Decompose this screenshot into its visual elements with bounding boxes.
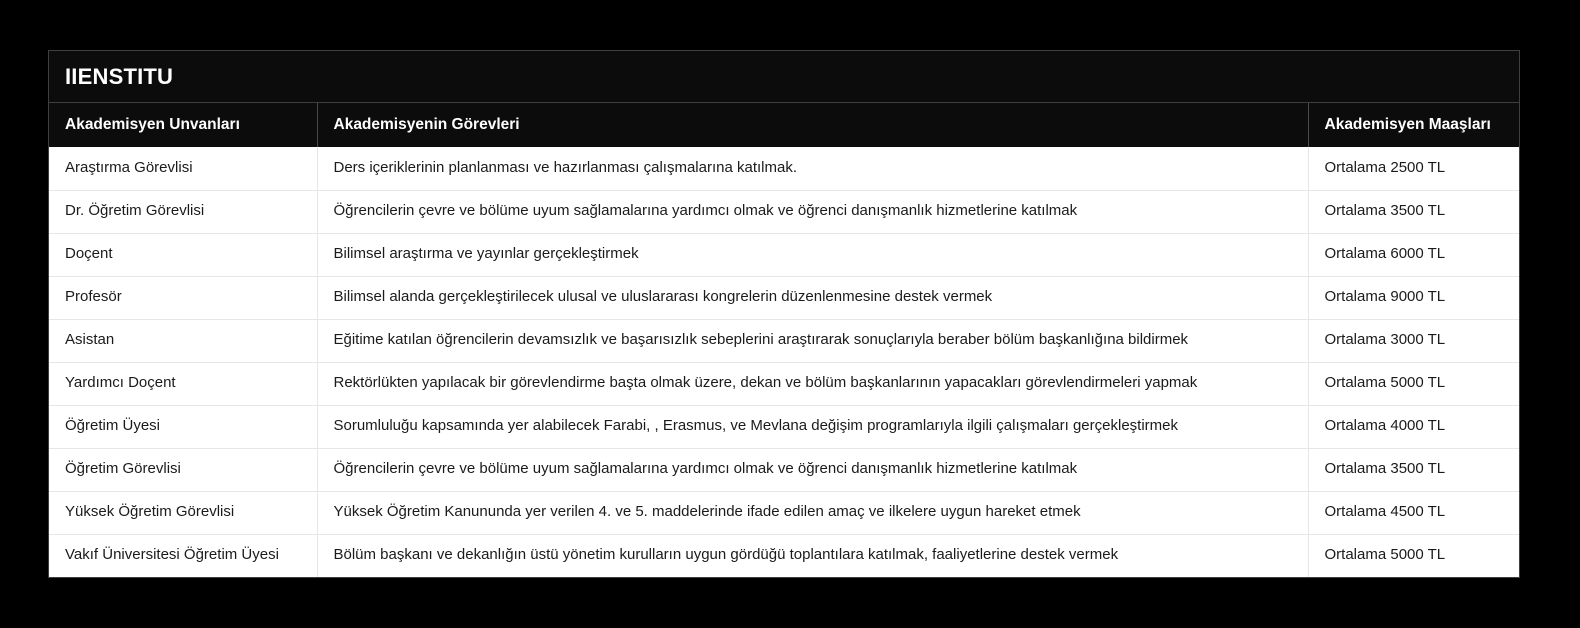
cell-title: Vakıf Üniversitesi Öğretim Üyesi xyxy=(49,534,317,577)
column-header-akademisyen-unvanlari: Akademisyen Unvanları xyxy=(49,103,317,147)
cell-salary: Ortalama 3500 TL xyxy=(1308,190,1519,233)
table-card xyxy=(48,50,1520,578)
cell-salary: Ortalama 5000 TL xyxy=(1308,534,1519,577)
cell-duty: Sorumluluğu kapsamında yer alabilecek Farabi, , Erasmus, ve Mevlana değişim programlarıyla ilgili çalışmaları gerçekleştirmek xyxy=(317,405,1308,448)
cell-title: Yüksek Öğretim Görevlisi xyxy=(49,491,317,534)
table-row xyxy=(49,147,1519,190)
cell-duty: Bilimsel araştırma ve yayınlar gerçekleştirmek xyxy=(317,233,1308,276)
academic-roles-table xyxy=(49,103,1519,577)
table-row xyxy=(49,233,1519,276)
cell-duty: Öğrencilerin çevre ve bölüme uyum sağlamalarına yardımcı olmak ve öğrenci danışmanlık hizmetlerine katılmak xyxy=(317,190,1308,233)
table-row xyxy=(49,448,1519,491)
brand-title: IIENSTITU xyxy=(65,63,174,89)
table-header xyxy=(49,103,1519,147)
cell-duty: Yüksek Öğretim Kanununda yer verilen 4. ve 5. maddelerinde ifade edilen amaç ve ilkelere uygun hareket etmek xyxy=(317,491,1308,534)
cell-title: Doçent xyxy=(49,233,317,276)
cell-salary: Ortalama 2500 TL xyxy=(1308,147,1519,190)
table-header-row xyxy=(49,103,1519,147)
cell-title: Öğretim Üyesi xyxy=(49,405,317,448)
cell-salary: Ortalama 4000 TL xyxy=(1308,405,1519,448)
cell-salary: Ortalama 5000 TL xyxy=(1308,362,1519,405)
table-row xyxy=(49,362,1519,405)
table-row xyxy=(49,276,1519,319)
cell-duty: Eğitime katılan öğrencilerin devamsızlık ve başarısızlık sebeplerini araştırarak sonuçlarıyla beraber bölüm başkanlığına bildirmek xyxy=(317,319,1308,362)
cell-title: Öğretim Görevlisi xyxy=(49,448,317,491)
table-row xyxy=(49,534,1519,577)
cell-title: Profesör xyxy=(49,276,317,319)
table-row xyxy=(49,491,1519,534)
cell-duty: Ders içeriklerinin planlanması ve hazırlanması çalışmalarına katılmak. xyxy=(317,147,1308,190)
cell-title: Araştırma Görevlisi xyxy=(49,147,317,190)
table-row xyxy=(49,190,1519,233)
table-row xyxy=(49,405,1519,448)
cell-title: Yardımcı Doçent xyxy=(49,362,317,405)
cell-duty: Rektörlükten yapılacak bir görevlendirme başta olmak üzere, dekan ve bölüm başkanlarının yapacakları görevlendirmeleri yapmak xyxy=(317,362,1308,405)
cell-duty: Bölüm başkanı ve dekanlığın üstü yönetim kurulların uygun gördüğü toplantılara katılmak, faaliyetlerine destek vermek xyxy=(317,534,1308,577)
column-header-akademisyenin-gorevleri: Akademisyenin Görevleri xyxy=(317,103,1308,147)
cell-duty: Bilimsel alanda gerçekleştirilecek ulusal ve uluslararası kongrelerin düzenlenmesine destek vermek xyxy=(317,276,1308,319)
cell-salary: Ortalama 3500 TL xyxy=(1308,448,1519,491)
table-body xyxy=(49,147,1519,577)
cell-duty: Öğrencilerin çevre ve bölüme uyum sağlamalarına yardımcı olmak ve öğrenci danışmanlık hizmetlerine katılmak xyxy=(317,448,1308,491)
column-header-akademisyen-maaslari: Akademisyen Maaşları xyxy=(1324,116,1491,133)
cell-title: Dr. Öğretim Görevlisi xyxy=(49,190,317,233)
cell-salary: Ortalama 9000 TL xyxy=(1308,276,1519,319)
cell-title: Asistan xyxy=(49,319,317,362)
cell-salary: Ortalama 4500 TL xyxy=(1308,491,1519,534)
cell-salary: Ortalama 6000 TL xyxy=(1308,233,1519,276)
table-row xyxy=(49,319,1519,362)
title-bar xyxy=(49,51,1519,103)
cell-salary: Ortalama 3000 TL xyxy=(1308,319,1519,362)
